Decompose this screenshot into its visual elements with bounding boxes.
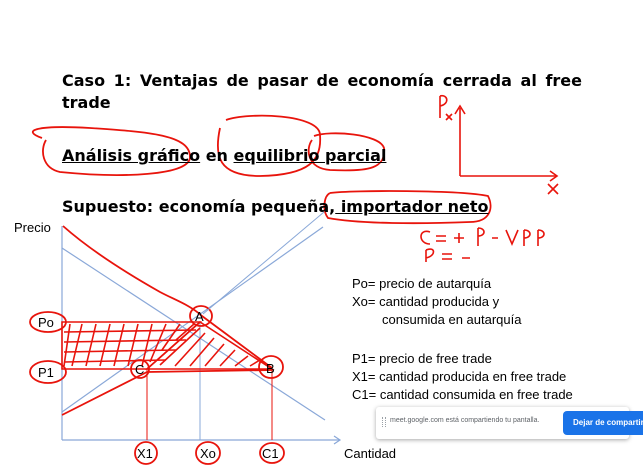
analysis-heading — [62, 146, 386, 166]
legend-xo-line2-wrap — [352, 311, 521, 328]
assumption-heading — [62, 197, 489, 217]
quantity-label-x1: X1 — [137, 446, 153, 461]
analysis-heading-part4: parcial — [319, 146, 387, 165]
point-label-a: A — [195, 309, 204, 324]
consumer-surplus-outline — [63, 226, 272, 368]
analysis-heading-part2: en — [200, 146, 234, 165]
legend-p1: P1= precio de free trade — [352, 351, 492, 366]
screen-share-bar — [376, 407, 644, 439]
analysis-heading-part3: equilibrio — [233, 146, 320, 165]
stop-sharing-button[interactable]: Dejar de compartir — [563, 411, 643, 435]
price-label-po: Po — [38, 315, 54, 330]
drag-handle-icon[interactable] — [382, 417, 386, 427]
quantity-label-c1: C1 — [262, 446, 279, 461]
x-axis-label: Cantidad — [344, 446, 397, 461]
assumption-prefix: Supuesto: economía pequeña — [62, 197, 330, 216]
price-label-p1: P1 — [38, 365, 54, 380]
point-label-b: B — [266, 361, 275, 376]
assumption-emphasis: importador neto — [335, 197, 489, 216]
supply-extension-line — [203, 212, 324, 314]
legend-xo-line2: consumida en autarquía — [382, 312, 522, 327]
point-label-c: C — [135, 362, 145, 377]
share-message: meet.google.com está compartiendo tu pantalla. — [390, 417, 540, 424]
handwritten-sketch — [421, 96, 558, 262]
legend-x1: X1= cantidad producida en free trade — [352, 369, 567, 384]
y-axis-label: Precio — [14, 220, 51, 235]
analysis-heading-part1: Análisis gráfico — [62, 146, 201, 165]
slide-title: Caso 1: Ventajas de pasar de economía cerrada al free trade — [62, 71, 582, 112]
legend-xo-line1: Xo= cantidad producida y — [352, 294, 500, 309]
assumption-comma: , — [329, 197, 336, 216]
legend-po: Po= precio de autarquía — [352, 276, 492, 291]
quantity-label-xo: Xo — [200, 446, 216, 461]
producer-surplus-outline — [62, 370, 272, 415]
legend-c1: C1= cantidad consumida en free trade — [352, 387, 573, 402]
